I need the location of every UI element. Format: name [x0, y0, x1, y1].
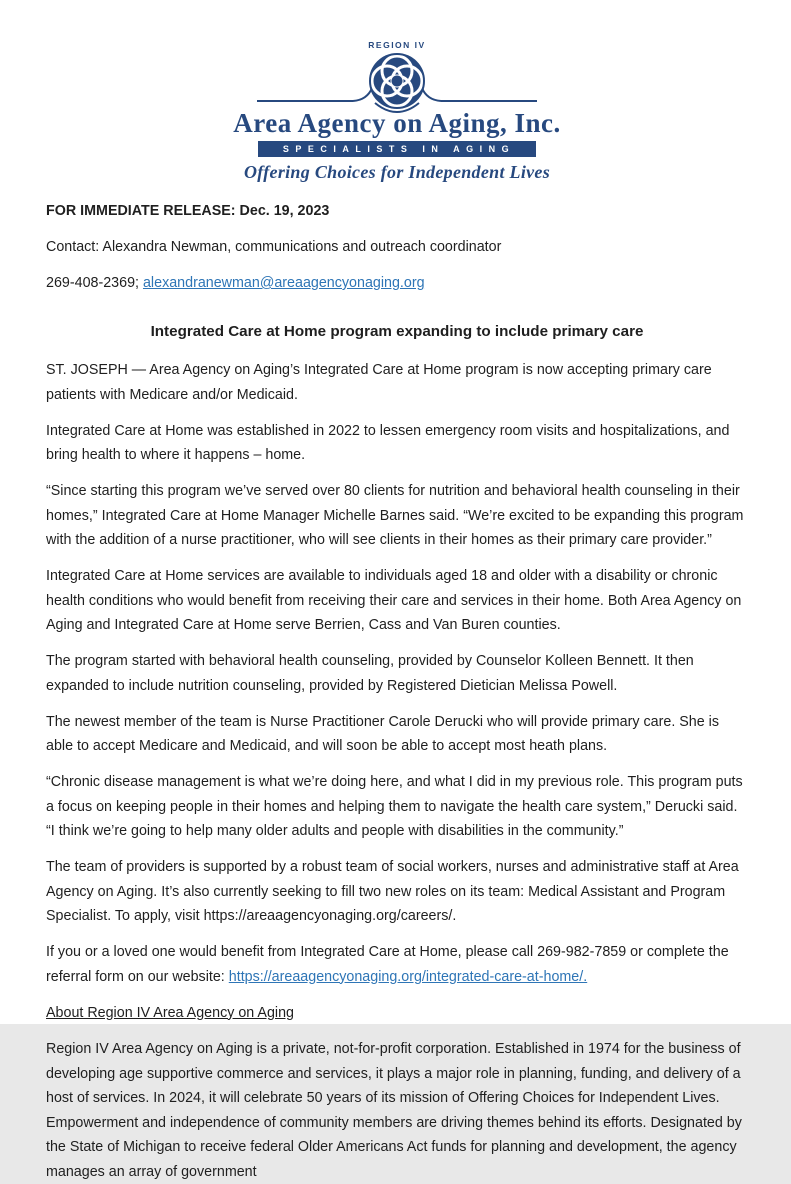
agency-name: Area Agency on Aging, Inc.: [233, 108, 561, 138]
headline: Integrated Care at Home program expanding to include primary care: [150, 322, 644, 340]
contact-line: Contact: Alexandra Newman, communications and outreach coordinator: [46, 239, 502, 255]
phone-line: [46, 271, 748, 296]
paragraph-new-member: The newest member of the team is Nurse Practitioner Carole Derucki who will provide primary care. She is able to accept Medicare and Medicaid, and will soon be able to accept most heath plans.: [46, 713, 720, 754]
contact-email-link[interactable]: alexandranewman@areaagencyonaging.org: [142, 275, 425, 291]
paragraph-program-history: The program started with behavioral health counseling, provided by Counselor Kolleen Bennett. It then expanded to include nutrition counseling, provided by Registered Dietician Melissa Powell.: [46, 653, 694, 694]
agency-emblem-icon: [46, 51, 748, 115]
agency-tagline: Offering Choices for Independent Lives: [243, 162, 551, 182]
paragraph-derucki-quote: “Chronic disease management is what we’re doing here, and what I did in my previous role. This program puts a focus on keeping people in their homes and helping them to navigate the health care system,” Derucki said. “I think we’re going to help many older adults and people with disabilities in the community.”: [46, 774, 743, 839]
paragraph-team: The team of providers is supported by a robust team of social workers, nurses and administrative staff at Area Agency on Aging. It’s also currently seeking to fill two new roles on its team: Medical Assistant and Program Specialist. To apply, visit https://areaagencyonaging.org/careers/.: [46, 859, 739, 924]
paragraph-about-agency: Region IV Area Agency on Aging is a private, not-for-profit corporation. Established in 1974 for the business of developing age supportive commerce and services, it plays a major role in planning, funding, and delivery of a host of services. In 2024, it will celebrate 50 years of its mission of Offering Choices for Independent Lives. Empowerment and independence of community members are driving themes behind its efforts. Designated by the State of Michigan to receive federal Older Americans Act funds for planning and development, the agency manages an array of government: [46, 1041, 742, 1180]
referral-text: If you or a loved one would benefit from Integrated Care at Home, please call 269-982-7859 or complete the referral form on our website:: [46, 944, 729, 985]
paragraph-referral: [46, 940, 748, 989]
paragraph-established: Integrated Care at Home was established in 2022 to lessen emergency room visits and hospitalizations, and bring health to where it happens – home.: [46, 422, 730, 463]
phone-number: 269-408-2369;: [46, 275, 143, 291]
specialists-banner: SPECIALISTS IN AGING: [258, 141, 536, 157]
paragraph-dateline: ST. JOSEPH — Area Agency on Aging’s Integrated Care at Home program is now accepting primary care patients with Medicare and/or Medicaid.: [46, 362, 712, 403]
paragraph-barnes-quote: “Since starting this program we’ve served over 80 clients for nutrition and behavioral health counseling in their homes,” Integrated Care at Home Manager Michelle Barnes said. “We’re excited to be expanding this program with the addition of a nurse practitioner, who will see clients in their homes as their primary care provider.”: [46, 483, 744, 548]
agency-logo: [46, 40, 748, 183]
integrated-care-link[interactable]: https://areaagencyonaging.org/integrated-care-at-home/.: [228, 968, 588, 985]
paragraph-eligibility: Integrated Care at Home services are available to individuals aged 18 and older with a disability or chronic health conditions who would benefit from receiving their care and services in their home. Both Area Agency on Aging and Integrated Care at Home serve Berrien, Cass and Van Buren counties.: [46, 568, 742, 633]
about-section-heading: About Region IV Area Agency on Aging: [46, 1004, 294, 1021]
release-date-line: FOR IMMEDIATE RELEASE: Dec. 19, 2023: [46, 203, 330, 219]
region-iv-label: REGION IV: [368, 40, 426, 50]
